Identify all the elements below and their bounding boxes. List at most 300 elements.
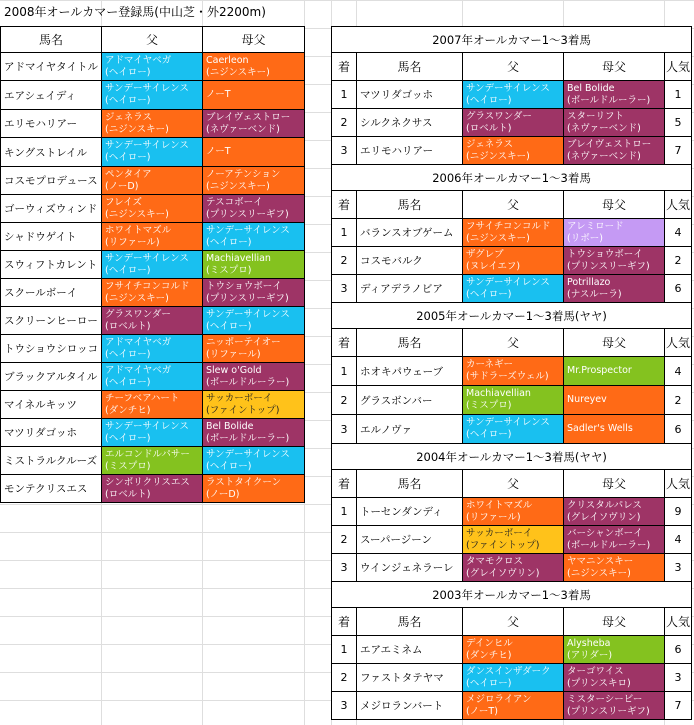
horse-name: エアエミネム <box>357 636 463 664</box>
section-title-row <box>332 165 692 191</box>
horse-name: アドマイヤタイトル <box>1 53 102 81</box>
sire-cell <box>102 307 203 335</box>
pedigree-name: Alysheba <box>567 637 611 649</box>
past-results-table <box>331 26 692 720</box>
pedigree-line: (ネヴァーベンド) <box>567 150 641 162</box>
sire-cell <box>102 110 203 138</box>
pedigree-line: (リファール) <box>466 511 521 523</box>
table-row <box>1 363 305 391</box>
pedigree-line: (グレイソヴリン) <box>466 567 540 579</box>
pedigree-name: バーシャンボーイ <box>567 527 643 539</box>
table-header-row <box>332 470 692 498</box>
grid-line <box>0 0 694 1</box>
damsire-cell <box>203 419 305 447</box>
popularity: 4 <box>665 357 692 386</box>
damsire-cell <box>203 335 305 363</box>
sire-cell <box>102 447 203 475</box>
header-horse-name: 馬名 <box>357 329 463 357</box>
header-horse-name: 馬名 <box>357 53 463 81</box>
sire-cell <box>463 247 564 275</box>
section-title-row <box>332 582 692 608</box>
pedigree-name: アドマイヤベガ <box>105 364 172 376</box>
pedigree-line: (リボー) <box>567 232 603 244</box>
pedigree-line: (プリンスリーギフ) <box>206 292 289 304</box>
damsire-cell <box>203 447 305 475</box>
pedigree-line: (ダンチヒ) <box>105 404 151 416</box>
pedigree-line: (ファイントップ) <box>466 539 540 551</box>
damsire-cell <box>564 81 665 109</box>
header-damsire: 母父 <box>564 329 665 357</box>
pedigree-name: グラスワンダー <box>105 308 171 320</box>
pedigree-name: サンデーサイレンス <box>105 420 189 432</box>
pedigree-name: サンデーサイレンス <box>105 83 189 94</box>
table-row <box>1 110 305 138</box>
result-row <box>332 357 692 386</box>
section-title: 2007年オールカマー1～3着馬 <box>332 27 692 53</box>
pedigree-line: (ミスプロ) <box>206 264 252 276</box>
section-title-row <box>332 303 692 329</box>
pedigree-name: Caerleon <box>206 54 249 66</box>
pedigree-name: ジェネラス <box>466 138 514 150</box>
section-title: 2003年オールカマー1～3着馬 <box>332 582 692 608</box>
table-header-row <box>1 27 305 53</box>
result-row <box>332 664 692 692</box>
pedigree-line: (ニジンスキー) <box>206 66 270 78</box>
pedigree-line: (ヘイロー) <box>105 348 151 360</box>
damsire-cell <box>564 386 665 415</box>
header-rank: 着 <box>332 191 357 219</box>
pedigree-name: Slew o'Gold <box>206 364 262 376</box>
horse-name: モンテクリスエス <box>1 475 102 503</box>
pedigree-name: トウショウボーイ <box>206 280 282 292</box>
sire-cell <box>463 219 564 247</box>
pedigree-name: サンデーサイレンス <box>466 82 550 94</box>
finish-rank: 2 <box>332 247 357 275</box>
table-row <box>1 335 305 363</box>
pedigree-name: サンデーサイレンス <box>206 308 290 320</box>
header-horse-name: 馬名 <box>357 608 463 636</box>
popularity: 5 <box>665 109 692 137</box>
result-row <box>332 386 692 415</box>
table-row <box>1 138 305 167</box>
popularity: 6 <box>665 275 692 303</box>
pedigree-line: (ヘイロー) <box>105 66 151 78</box>
header-horse-name: 馬名 <box>357 470 463 498</box>
pedigree-name: Nureyev <box>567 394 607 405</box>
popularity: 6 <box>665 415 692 444</box>
header-rank: 着 <box>332 329 357 357</box>
popularity: 3 <box>665 664 692 692</box>
pedigree-name: サッカーボーイ <box>466 527 533 539</box>
pedigree-line: (ヘイロー) <box>206 460 252 472</box>
pedigree-line: (ノーD) <box>105 180 139 192</box>
horse-name: マツリダゴッホ <box>357 81 463 109</box>
damsire-cell <box>564 692 665 720</box>
horse-name: スクールボーイ <box>1 279 102 307</box>
damsire-cell <box>564 526 665 554</box>
table-row <box>1 307 305 335</box>
pedigree-name: ペンタイア <box>105 168 152 180</box>
damsire-cell <box>564 219 665 247</box>
result-row <box>332 498 692 526</box>
pedigree-line: (ニジンスキー) <box>105 123 169 135</box>
table-header-row <box>332 329 692 357</box>
pedigree-name: ブレイヴェストロー <box>206 111 291 123</box>
horse-name: マツリダゴッホ <box>1 419 102 447</box>
popularity: 2 <box>665 386 692 415</box>
pedigree-name: Sadler's Wells <box>567 423 633 434</box>
finish-rank: 1 <box>332 219 357 247</box>
damsire-cell <box>203 110 305 138</box>
table-header-row <box>332 608 692 636</box>
sire-cell <box>463 109 564 137</box>
table-row <box>1 167 305 195</box>
damsire-cell <box>203 251 305 279</box>
pedigree-line: (ヌレイエフ) <box>466 260 521 272</box>
damsire-cell <box>564 636 665 664</box>
horse-name: ディアデラノビア <box>357 275 463 303</box>
sire-cell <box>463 664 564 692</box>
finish-rank: 2 <box>332 109 357 137</box>
header-sire: 父 <box>102 27 203 53</box>
pedigree-line: (ニジンスキー) <box>105 292 169 304</box>
sire-cell <box>463 498 564 526</box>
pedigree-name: シンボリクリスエス <box>105 476 190 488</box>
sire-cell <box>102 195 203 223</box>
popularity: 4 <box>665 219 692 247</box>
table-row <box>1 81 305 110</box>
popularity: 4 <box>665 526 692 554</box>
pedigree-name: ターゴワイス <box>567 665 624 677</box>
horse-name: エリモハリアー <box>1 110 102 138</box>
pedigree-line: (プリンスリーギフ) <box>567 705 650 717</box>
horse-name: マイネルキッツ <box>1 391 102 419</box>
pedigree-name: Bel Bolide <box>206 420 254 432</box>
header-sire: 父 <box>463 470 564 498</box>
horse-name: スクリーンヒーロー <box>1 307 102 335</box>
finish-rank: 3 <box>332 554 357 582</box>
pedigree-name: サンデーサイレンス <box>105 140 189 151</box>
sire-cell <box>102 251 203 279</box>
pedigree-name: ホワイトマズル <box>466 499 533 511</box>
pedigree-name: サンデーサイレンス <box>466 417 550 428</box>
damsire-cell <box>203 195 305 223</box>
damsire-cell <box>564 498 665 526</box>
header-damsire: 母父 <box>564 608 665 636</box>
damsire-cell <box>203 81 305 110</box>
pedigree-name: アレミロード <box>567 220 624 232</box>
result-row <box>332 81 692 109</box>
pedigree-name: サンデーサイレンス <box>466 276 550 288</box>
finish-rank: 1 <box>332 636 357 664</box>
damsire-cell <box>564 357 665 386</box>
horse-name: シルクネクサス <box>357 109 463 137</box>
pedigree-name: ニッポーテイオー <box>206 336 281 348</box>
pedigree-name: アドマイヤベガ <box>105 54 172 66</box>
table-header-row <box>332 53 692 81</box>
popularity: 9 <box>665 498 692 526</box>
horse-name: バランスオブゲーム <box>357 219 463 247</box>
pedigree-line: (ヘイロー) <box>105 264 151 276</box>
pedigree-line: (ファイントップ) <box>206 404 280 416</box>
sire-cell <box>463 275 564 303</box>
table-row <box>1 475 305 503</box>
pedigree-line: (ボールドルーラー) <box>206 432 290 444</box>
damsire-cell <box>203 223 305 251</box>
damsire-cell <box>564 247 665 275</box>
popularity: 6 <box>665 636 692 664</box>
pedigree-line: (ニジンスキー) <box>105 208 169 220</box>
result-row <box>332 554 692 582</box>
damsire-cell <box>564 275 665 303</box>
sire-cell <box>463 357 564 386</box>
header-damsire: 母父 <box>564 53 665 81</box>
pedigree-name: Potrillazo <box>567 276 611 288</box>
pedigree-name: タマモクロス <box>466 555 524 567</box>
pedigree-line: (ヘイロー) <box>466 94 512 106</box>
sire-cell <box>102 81 203 110</box>
pedigree-line: (ヘイロー) <box>466 429 512 440</box>
pedigree-line: (ボールドルーラー) <box>206 376 290 388</box>
pedigree-line: (ノーT) <box>466 705 498 717</box>
header-popularity: 人気 <box>665 53 692 81</box>
finish-rank: 3 <box>332 137 357 165</box>
sire-cell <box>102 53 203 81</box>
pedigree-line: (ダンチヒ) <box>466 649 512 661</box>
header-rank: 着 <box>332 608 357 636</box>
pedigree-line: (サドラーズウェル) <box>466 371 549 382</box>
pedigree-name: ラストタイクーン <box>206 476 282 488</box>
result-row <box>332 636 692 664</box>
pedigree-line: (ヘイロー) <box>105 432 151 444</box>
section-title: 2005年オールカマー1～3着馬(ヤヤ) <box>332 303 692 329</box>
pedigree-line: (ロベルト) <box>466 122 512 134</box>
horse-name: コスモバルク <box>357 247 463 275</box>
section-title: 2006年オールカマー1～3着馬 <box>332 165 692 191</box>
damsire-cell <box>203 167 305 195</box>
result-row <box>332 275 692 303</box>
sire-cell <box>463 526 564 554</box>
sire-cell <box>463 636 564 664</box>
pedigree-name: Mr.Prospector <box>567 365 632 376</box>
sire-cell <box>463 137 564 165</box>
horse-name: シャドウゲイト <box>1 223 102 251</box>
finish-rank: 2 <box>332 526 357 554</box>
pedigree-name: フレイズ <box>105 196 143 208</box>
pedigree-line: (ニジンスキー) <box>466 232 530 244</box>
pedigree-line: (ネヴァーベンド) <box>206 123 280 135</box>
horse-name: トウショウシロッコ <box>1 335 102 363</box>
horse-name: エアシェイディ <box>1 81 102 110</box>
sheet-title: 2008年オールカマー登録馬(中山芝・外2200m) <box>4 5 266 19</box>
header-sire: 父 <box>463 329 564 357</box>
sire-cell <box>102 363 203 391</box>
pedigree-line: (ミスプロ) <box>105 460 151 472</box>
sire-cell <box>463 386 564 415</box>
pedigree-name: サンデーサイレンス <box>206 448 290 460</box>
pedigree-name: ノーT <box>206 89 231 100</box>
table-row <box>1 53 305 81</box>
pedigree-name: ジェネラス <box>105 111 153 123</box>
pedigree-name: クリスタルパレス <box>567 499 642 511</box>
table-row <box>1 195 305 223</box>
pedigree-name: ミスターシービー <box>567 693 643 705</box>
pedigree-line: (ニジンスキー) <box>567 567 631 579</box>
horse-name: エルノヴァ <box>357 415 463 444</box>
result-row <box>332 526 692 554</box>
pedigree-line: (リファール) <box>206 348 261 360</box>
pedigree-name: ザグレブ <box>466 248 504 260</box>
pedigree-name: サンデーサイレンス <box>105 252 189 264</box>
pedigree-name: ノーT <box>206 146 231 157</box>
pedigree-line: (ヘイロー) <box>105 95 151 106</box>
pedigree-line: (プリンスキロ) <box>567 677 631 689</box>
damsire-cell <box>564 137 665 165</box>
pedigree-line: (ヘイロー) <box>206 236 252 248</box>
popularity: 3 <box>665 554 692 582</box>
horse-name: スウィフトカレント <box>1 251 102 279</box>
popularity: 7 <box>665 692 692 720</box>
damsire-cell <box>203 53 305 81</box>
header-damsire: 母父 <box>564 470 665 498</box>
pedigree-line: (ボールドルーラー) <box>567 539 651 551</box>
past-results-body <box>332 27 692 720</box>
result-row <box>332 219 692 247</box>
pedigree-line: (ナスルーラ) <box>567 288 622 300</box>
pedigree-name: Machiavellian <box>466 388 531 399</box>
pedigree-line: (リファール) <box>105 236 160 248</box>
header-popularity: 人気 <box>665 470 692 498</box>
pedigree-name: スターリフト <box>567 110 625 122</box>
pedigree-name: フサイチコンコルド <box>466 220 551 232</box>
pedigree-line: (ヘイロー) <box>105 376 151 388</box>
header-sire: 父 <box>463 53 564 81</box>
header-horse-name: 馬名 <box>357 191 463 219</box>
pedigree-name: ホワイトマズル <box>105 224 172 236</box>
header-sire: 父 <box>463 608 564 636</box>
pedigree-line: (ボールドルーラー) <box>567 94 651 106</box>
damsire-cell <box>203 363 305 391</box>
damsire-cell <box>564 109 665 137</box>
sire-cell <box>102 167 203 195</box>
damsire-cell <box>203 391 305 419</box>
table-row <box>1 447 305 475</box>
pedigree-name: ブレイヴェストロー <box>567 138 652 150</box>
finish-rank: 1 <box>332 357 357 386</box>
table-row <box>1 391 305 419</box>
pedigree-name: メジロライアン <box>466 693 532 705</box>
pedigree-name: チーフベアハート <box>105 392 180 404</box>
table-row <box>1 251 305 279</box>
header-popularity: 人気 <box>665 329 692 357</box>
table-header-row <box>332 191 692 219</box>
section-title-row <box>332 27 692 53</box>
registered-horses-body <box>1 27 305 503</box>
finish-rank: 2 <box>332 664 357 692</box>
pedigree-name: サンデーサイレンス <box>206 224 290 236</box>
header-rank: 着 <box>332 470 357 498</box>
pedigree-line: (ロベルト) <box>105 488 151 500</box>
pedigree-name: テスコボーイ <box>206 196 263 208</box>
pedigree-line: (ニジンスキー) <box>206 180 270 192</box>
damsire-cell <box>203 279 305 307</box>
result-row <box>332 137 692 165</box>
sire-cell <box>102 138 203 167</box>
sire-cell <box>463 692 564 720</box>
sire-cell <box>102 335 203 363</box>
finish-rank: 3 <box>332 692 357 720</box>
pedigree-name: アドマイヤベガ <box>105 336 172 348</box>
horse-name: ミストラルクルーズ <box>1 447 102 475</box>
finish-rank: 3 <box>332 415 357 444</box>
pedigree-line: (ヘイロー) <box>466 677 512 689</box>
pedigree-name: カーネギー <box>466 359 514 370</box>
pedigree-line: (プリンスリーギフ) <box>206 208 289 220</box>
table-row <box>1 419 305 447</box>
damsire-cell <box>564 415 665 444</box>
pedigree-line: (ヘイロー) <box>105 152 151 163</box>
result-row <box>332 109 692 137</box>
sire-cell <box>102 279 203 307</box>
header-rank: 着 <box>332 53 357 81</box>
damsire-cell <box>564 664 665 692</box>
table-row <box>1 279 305 307</box>
header-damsire: 母父 <box>564 191 665 219</box>
sire-cell <box>463 415 564 444</box>
pedigree-name: トウショウボーイ <box>567 248 643 260</box>
pedigree-line: (ヘイロー) <box>206 320 252 332</box>
pedigree-name: ダンスインザダーク <box>466 665 551 677</box>
damsire-cell <box>203 475 305 503</box>
section-title-row <box>332 444 692 470</box>
horse-name: トーセンダンディ <box>357 498 463 526</box>
horse-name: ファストタテヤマ <box>357 664 463 692</box>
pedigree-line: (ミスプロ) <box>466 400 512 411</box>
header-popularity: 人気 <box>665 608 692 636</box>
horse-name: グラスボンバー <box>357 386 463 415</box>
section-title: 2004年オールカマー1～3着馬(ヤヤ) <box>332 444 692 470</box>
pedigree-name: フサイチコンコルド <box>105 280 190 292</box>
pedigree-line: (ヘイロー) <box>466 288 512 300</box>
pedigree-line: (グレイソヴリン) <box>567 511 641 523</box>
horse-name: ゴーウィズウィンド <box>1 195 102 223</box>
result-row <box>332 247 692 275</box>
sire-cell <box>102 475 203 503</box>
header-damsire: 母父 <box>203 27 305 53</box>
horse-name: コスモプロデュース <box>1 167 102 195</box>
horse-name: キングストレイル <box>1 138 102 167</box>
registered-horses-table <box>0 26 305 503</box>
pedigree-name: サッカーボーイ <box>206 392 273 404</box>
horse-name: エリモハリアー <box>357 137 463 165</box>
pedigree-line: (ロベルト) <box>105 320 151 332</box>
sire-cell <box>102 419 203 447</box>
popularity: 2 <box>665 247 692 275</box>
sire-cell <box>102 223 203 251</box>
finish-rank: 3 <box>332 275 357 303</box>
pedigree-line: (プリンスリーギフ) <box>567 260 650 272</box>
header-sire: 父 <box>463 191 564 219</box>
pedigree-name: エルコンドルパサー <box>105 448 190 460</box>
pedigree-name: グラスワンダー <box>466 110 532 122</box>
horse-name: ブラックアルタイル <box>1 363 102 391</box>
sire-cell <box>102 391 203 419</box>
pedigree-line: (ノーD) <box>206 488 240 500</box>
pedigree-line: (ネヴァーベンド) <box>567 122 641 134</box>
damsire-cell <box>203 307 305 335</box>
pedigree-line: (ニジンスキー) <box>466 150 530 162</box>
finish-rank: 1 <box>332 498 357 526</box>
